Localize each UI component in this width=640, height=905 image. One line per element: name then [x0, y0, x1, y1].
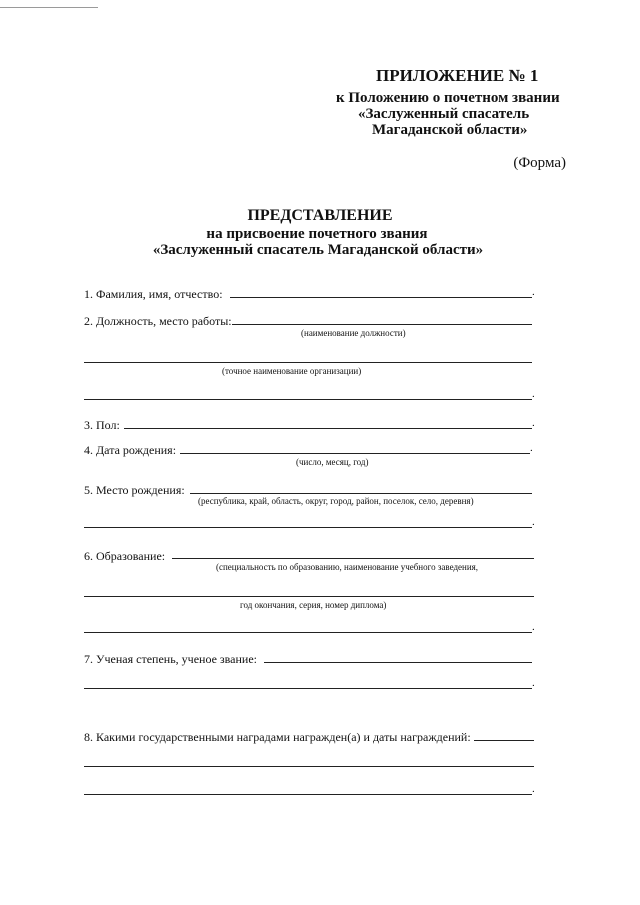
appendix-reference-line-2: «Заслуженный спасатель [358, 106, 530, 122]
field-2-hint-organization: (точное наименование организации) [222, 366, 362, 376]
field-5-input-line-1[interactable] [190, 493, 532, 494]
field-2-hint-position: (наименование должности) [301, 328, 406, 338]
field-6-label: 6. Образование: [84, 549, 166, 563]
field-2-input-line-3[interactable] [84, 399, 532, 400]
field-6-hint-specialty: (специальность по образованию, наименование учебного заведения, [216, 562, 479, 572]
field-7-label: 7. Ученая степень, ученое звание: [84, 652, 257, 666]
form-note: (Форма) [513, 155, 566, 171]
field-6-period: . [532, 621, 535, 633]
appendix-heading: ПРИЛОЖЕНИЕ № 1 [376, 66, 539, 85]
field-2-input-line-2[interactable] [84, 362, 532, 363]
field-3-period: . [532, 417, 535, 429]
field-6-hint-diploma: год окончания, серия, номер диплома) [240, 600, 387, 610]
field-8-period: . [532, 783, 535, 795]
scan-edge-line [0, 7, 98, 8]
field-4-period: . [530, 442, 533, 454]
field-7-input-line-1[interactable] [264, 662, 532, 663]
field-6-input-line-1[interactable] [172, 558, 534, 559]
field-1-input-line[interactable] [230, 297, 532, 298]
field-7-period: . [532, 677, 535, 689]
field-8-input-line-3[interactable] [84, 794, 532, 795]
field-2-label: 2. Должность, место работы: [84, 314, 232, 328]
field-5-input-line-2[interactable] [84, 527, 532, 528]
field-5-period: . [532, 516, 535, 528]
field-3-input-line[interactable] [124, 428, 532, 429]
document-subtitle-1: на присвоение почетного звания [206, 226, 428, 242]
document-subtitle-2: «Заслуженный спасатель Магаданской области» [152, 242, 484, 258]
field-3-label: 3. Пол: [84, 418, 120, 432]
field-8-input-line-2[interactable] [84, 766, 534, 767]
field-2-input-line-1[interactable] [232, 324, 532, 325]
field-1-label: 1. Фамилия, имя, отчество: [84, 287, 223, 301]
field-2-period: . [532, 388, 535, 400]
field-4-input-line[interactable] [180, 453, 530, 454]
field-1-period: . [532, 286, 535, 298]
field-7-input-line-2[interactable] [84, 688, 532, 689]
field-4-hint: (число, месяц, год) [296, 457, 369, 467]
field-8-input-line-1[interactable] [474, 740, 534, 741]
field-5-label: 5. Место рождения: [84, 483, 185, 497]
document-title: ПРЕДСТАВЛЕНИЕ [247, 207, 393, 224]
appendix-reference-line-1: к Положению о почетном звании [336, 90, 560, 106]
field-6-input-line-3[interactable] [84, 632, 532, 633]
field-5-hint: (республика, край, область, округ, город, район, поселок, село, деревня) [198, 496, 474, 506]
field-4-label: 4. Дата рождения: [84, 443, 177, 457]
field-8-label: 8. Какими государственными наградами награжден(а) и даты награждений: [84, 730, 471, 744]
field-6-input-line-2[interactable] [84, 596, 534, 597]
appendix-reference-line-3: Магаданской области» [372, 122, 528, 138]
